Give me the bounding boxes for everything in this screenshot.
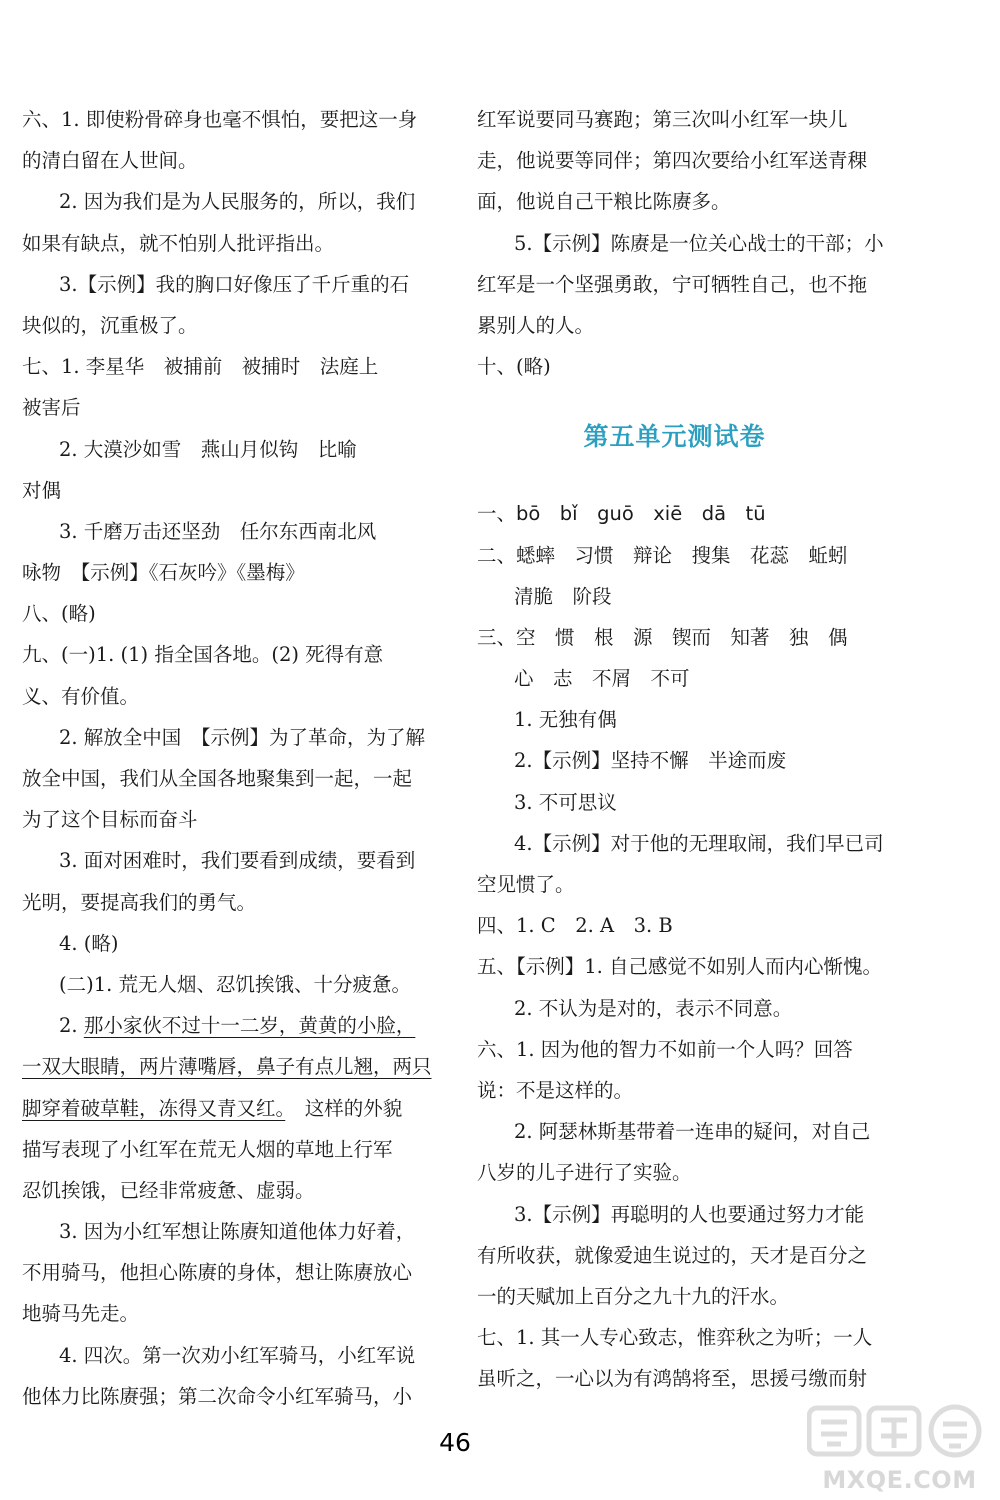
text-line: 2. 解放全中国 【示例】为了革命，为了解 — [59, 725, 426, 749]
watermark-url: MXQE.COM — [822, 1466, 977, 1494]
text-line: 红军说要同马赛跑；第三次叫小红军一块儿 — [477, 108, 848, 131]
right-column-unit5-answers — [477, 493, 884, 1399]
left-column — [22, 99, 432, 1417]
text-line: 有所收获，就像爱迪生说过的，天才是百分之 — [477, 1243, 868, 1267]
text-line: 走，他说要等同伴；第四次要给小红军送青稞 — [477, 149, 868, 173]
text-line: 三、空 惯 根 源 锲而 知著 独 偶 — [477, 625, 848, 649]
text-line: 如果有缺点，就不怕别人批评指出。 — [22, 231, 335, 255]
text-line: 放全中国，我们从全国各地聚集到一起，一起 — [22, 767, 413, 790]
watermark — [807, 1404, 992, 1494]
text-line: 一的天赋加上百分之九十九的汗水。 — [477, 1284, 790, 1308]
text-line: 虽听之，一心以为有鸿鹄将至，思援弓缴而射 — [477, 1367, 868, 1391]
text-line: 块似的，沉重极了。 — [22, 313, 198, 337]
text-line: 3. 面对困难时，我们要看到成绩，要看到 — [59, 849, 416, 873]
text-line: 1. 无独有偶 — [514, 708, 617, 732]
text-line: 八岁的儿子进行了实验。 — [477, 1161, 692, 1185]
text-line: 累别人的人。 — [477, 313, 595, 337]
text-line: 4. 四次。第一次劝小红军骑马，小红军说 — [59, 1343, 416, 1367]
text-line: 一、bō bǐ guō xiē dā tū — [477, 502, 766, 526]
text-line: 对偶 — [22, 478, 62, 502]
text-line: 九、(一)1. (1) 指全国各地。(2) 死得有意 — [22, 643, 384, 667]
text-line: 忍饥挨饿，已经非常疲惫、虚弱。 — [22, 1178, 315, 1202]
text-line: 2. 因为我们是为人民服务的，所以，我们 — [59, 190, 416, 214]
text-line: 一双大眼睛，两片薄嘴唇，鼻子有点儿翘，两只 — [22, 1055, 432, 1079]
text-line: 八、(略) — [22, 602, 96, 626]
text-line: 4. (略) — [59, 931, 119, 955]
text-line: 义、有价值。 — [22, 684, 140, 708]
text-line: 四、1. C 2. A 3. B — [477, 914, 673, 938]
text-line: 不用骑马，他担心陈赓的身体，想让陈赓放心 — [22, 1261, 413, 1285]
right-column-top-answers — [477, 99, 884, 387]
text-line: 心 志 不屑 不可 — [514, 667, 690, 691]
text-line: 说：不是这样的。 — [477, 1078, 634, 1102]
text-line: 面，他说自己干粮比陈赓多。 — [477, 190, 731, 214]
watermark-logo-icon — [807, 1404, 992, 1460]
text-line: 咏物 【示例】《石灰吟》《墨梅》 — [22, 561, 305, 585]
text-line: 3. 不可思议 — [514, 790, 617, 814]
text-line: 五、【示例】1. 自己感觉不如别人而内心惭愧。 — [477, 955, 883, 979]
text-line: 空见惯了。 — [477, 873, 575, 896]
text-line: 六、1. 即使粉骨碎身也毫不惧怕，要把这一身 — [22, 108, 418, 131]
text-line: 2.【示例】坚持不懈 半途而废 — [514, 749, 787, 773]
text-line: 七、1. 李星华 被捕前 被捕时 法庭上 — [22, 355, 379, 379]
text-line: 描写表现了小红军在荒无人烟的草地上行军 — [22, 1137, 393, 1161]
text-line: 3. 千磨万击还坚劲 任尔东西南北风 — [59, 519, 377, 543]
text-line: 被害后 — [22, 396, 81, 420]
text-line: 2. 那小家伙不过十一二岁，黄黄的小脸， — [59, 1014, 416, 1038]
text-line: 4.【示例】对于他的无理取闹，我们早已司 — [514, 831, 884, 855]
text-line: 光明，要提高我们的勇气。 — [22, 890, 257, 914]
text-line: (二)1. 荒无人烟、忍饥挨饿、十分疲惫。 — [59, 972, 412, 996]
section-title: 第五单元测试卷 — [583, 422, 766, 452]
text-line: 的清白留在人世间。 — [22, 149, 198, 173]
text-line: 十、(略) — [477, 355, 551, 379]
text-line: 3.【示例】再聪明的人也要通过努力才能 — [514, 1202, 865, 1226]
text-line: 二、蟋蟀 习惯 辩论 搜集 花蕊 蚯蚓 — [477, 543, 848, 567]
text-line: 清脆 阶段 — [514, 584, 612, 608]
page-number: 46 — [439, 1428, 471, 1457]
text-line: 红军是一个坚强勇敢，宁可牺牲自己，也不拖 — [477, 272, 868, 296]
text-line: 他体力比陈赓强；第二次命令小红军骑马，小 — [22, 1384, 413, 1408]
text-line: 为了这个目标而奋斗 — [22, 808, 198, 832]
text-line: 六、1. 因为他的智力不如前一个人吗？回答 — [477, 1037, 853, 1061]
text-line: 3.【示例】我的胸口好像压了千斤重的石 — [59, 272, 410, 296]
text-line: 七、1. 其一人专心致志，惟弈秋之为听；一人 — [477, 1326, 873, 1350]
text-line: 2. 阿瑟林斯基带着一连串的疑问，对自己 — [514, 1120, 871, 1144]
text-line: 地骑马先走。 — [22, 1302, 140, 1326]
text-line: 脚穿着破草鞋，冻得又青又红。 这样的外貌 — [22, 1096, 403, 1120]
text-line: 5.【示例】陈赓是一位关心战士的干部；小 — [514, 231, 884, 255]
text-line: 3. 因为小红军想让陈赓知道他体力好着， — [59, 1220, 416, 1244]
text-line: 2. 不认为是对的，表示不同意。 — [514, 996, 793, 1020]
right-column — [477, 99, 884, 1399]
text-line: 2. 大漠沙如雪 燕山月似钩 比喻 — [59, 437, 357, 461]
